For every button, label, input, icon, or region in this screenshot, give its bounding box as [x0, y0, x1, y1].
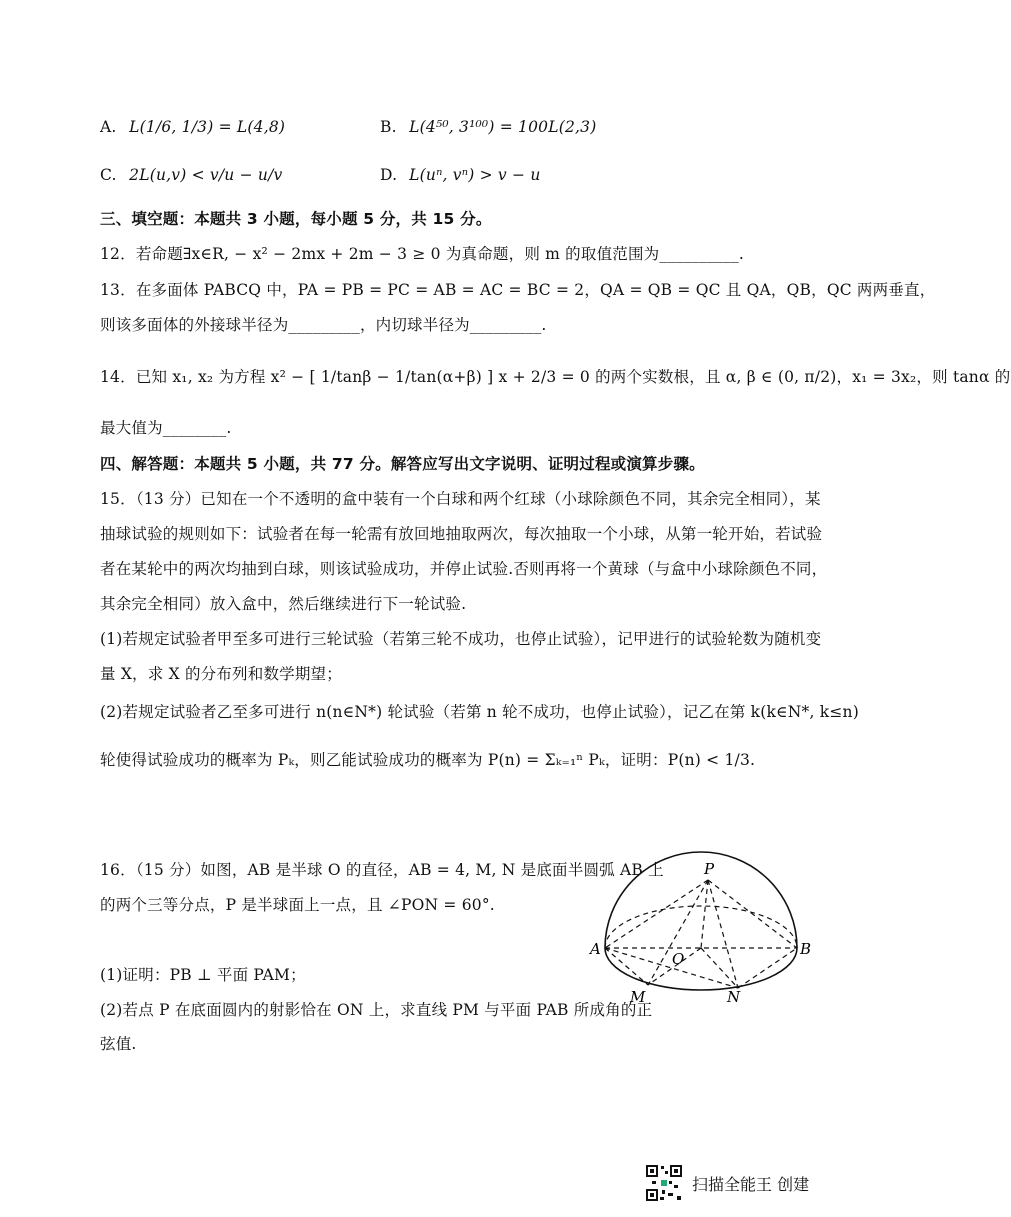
segment-pa [605, 880, 708, 948]
hemisphere-figure [590, 850, 810, 1010]
q16-line1: 16．（15 分）如图，AB 是半球 O 的直径，AB = 4, M, N 是底面半圆弧 AB 上 [100, 861, 664, 879]
base-front-arc [605, 948, 797, 990]
q15-part1-line2: 量 X，求 X 的分布列和数学期望； [100, 665, 342, 683]
label-m: M [630, 988, 646, 1006]
scanner-watermark [644, 1163, 809, 1203]
option-a-letter: A. [100, 118, 117, 136]
label-n: N [727, 988, 741, 1006]
option-d [380, 166, 541, 184]
q14-line2: 最大值为________. [100, 419, 232, 437]
option-a-expr: L(1/6, 1/3) = L(4,8) [129, 118, 286, 136]
base-back-arc [605, 906, 797, 948]
option-d-letter: D. [380, 166, 398, 184]
label-o: O [672, 950, 685, 968]
q15-line2: 抽球试验的规则如下：试验者在每一轮需有放回地抽取两次，每次抽取一个小球，从第一轮开始，若试验 [100, 525, 823, 543]
q16-part1: (1)证明：PB ⊥ 平面 PAM； [100, 966, 306, 984]
q16-line2: 的两个三等分点，P 是半球面上一点，且 ∠PON = 60°. [100, 896, 495, 914]
q15-part2-line1: (2)若规定试验者乙至多可进行 n(n∈N*) 轮试验（若第 n 轮不成功，也停止试验），记乙在第 k(k∈N*, k≤n) [100, 703, 859, 721]
section4-heading: 四、解答题：本题共 5 小题，共 77 分。解答应写出文字说明、证明过程或演算步骤。 [100, 455, 705, 473]
option-c [100, 166, 282, 184]
option-c-letter: C. [100, 166, 117, 184]
q15-part1-line1: (1)若规定试验者甲至多可进行三轮试验（若第三轮不成功，也停止试验），记甲进行的试验轮数为随机变 [100, 630, 822, 648]
q12-text: 12．若命题∃x∈R, − x² − 2mx + 2m − 3 ≥ 0 为真命题，则 m 的取值范围为__________. [100, 245, 744, 263]
segment-pn [708, 880, 738, 988]
hemisphere-outline [605, 852, 797, 948]
q16-part2-line2: 弦值. [100, 1035, 137, 1053]
q13-line1: 13．在多面体 PABCQ 中，PA = PB = PC = AB = AC = BC = 2，QA = QB = QC 且 QA，QB，QC 两两垂直， [100, 281, 936, 299]
segment-pb [708, 880, 797, 948]
segment-nb [738, 948, 797, 988]
q16-part2-line1: (2)若点 P 在底面圆内的射影恰在 ON 上，求直线 PM 与平面 PAB 所成角的正 [100, 1001, 653, 1019]
q15-line3: 者在某轮中的两次均抽到白球，则该试验成功，并停止试验.否则再将一个黄球（与盒中小球除颜色不同， [100, 560, 828, 578]
option-d-expr: L(uⁿ, vⁿ) > v − u [409, 166, 541, 184]
q14-line1: 14．已知 x₁, x₂ 为方程 x² − [ 1/tanβ − 1/tan(α+β) ] x + 2/3 = 0 的两个实数根，且 α, β ∈ (0, π/2)，x₁ = 3x₂，则 tanα 的 [100, 368, 1011, 386]
option-c-expr: 2L(u,v) < v/u − u/v [129, 166, 283, 184]
label-p: P [704, 860, 715, 878]
q13-line2: 则该多面体的外接球半径为_________，内切球半径为_________. [100, 316, 547, 334]
q15-part2-line2: 轮使得试验成功的概率为 Pₖ，则乙能试验成功的概率为 P(n) = Σₖ₌₁ⁿ Pₖ，证明：P(n) < 1/3. [100, 751, 756, 769]
section3-heading: 三、填空题：本题共 3 小题，每小题 5 分，共 15 分。 [100, 210, 492, 228]
label-b: B [800, 940, 812, 958]
q15-line1: 15．（13 分）已知在一个不透明的盒中装有一个白球和两个红球（小球除颜色不同，其余完全相同），某 [100, 490, 821, 508]
segment-pm [648, 880, 708, 985]
label-a: A [590, 940, 601, 958]
segment-am [605, 948, 648, 985]
option-b [380, 118, 596, 136]
option-b-expr: L(4⁵⁰, 3¹⁰⁰) = 100L(2,3) [409, 118, 597, 136]
qr-code-icon [644, 1163, 684, 1203]
option-a [100, 118, 285, 136]
option-b-letter: B. [380, 118, 397, 136]
watermark-text: 扫描全能王 创建 [692, 1174, 810, 1194]
q15-line4: 其余完全相同）放入盒中，然后继续进行下一轮试验. [100, 595, 467, 613]
